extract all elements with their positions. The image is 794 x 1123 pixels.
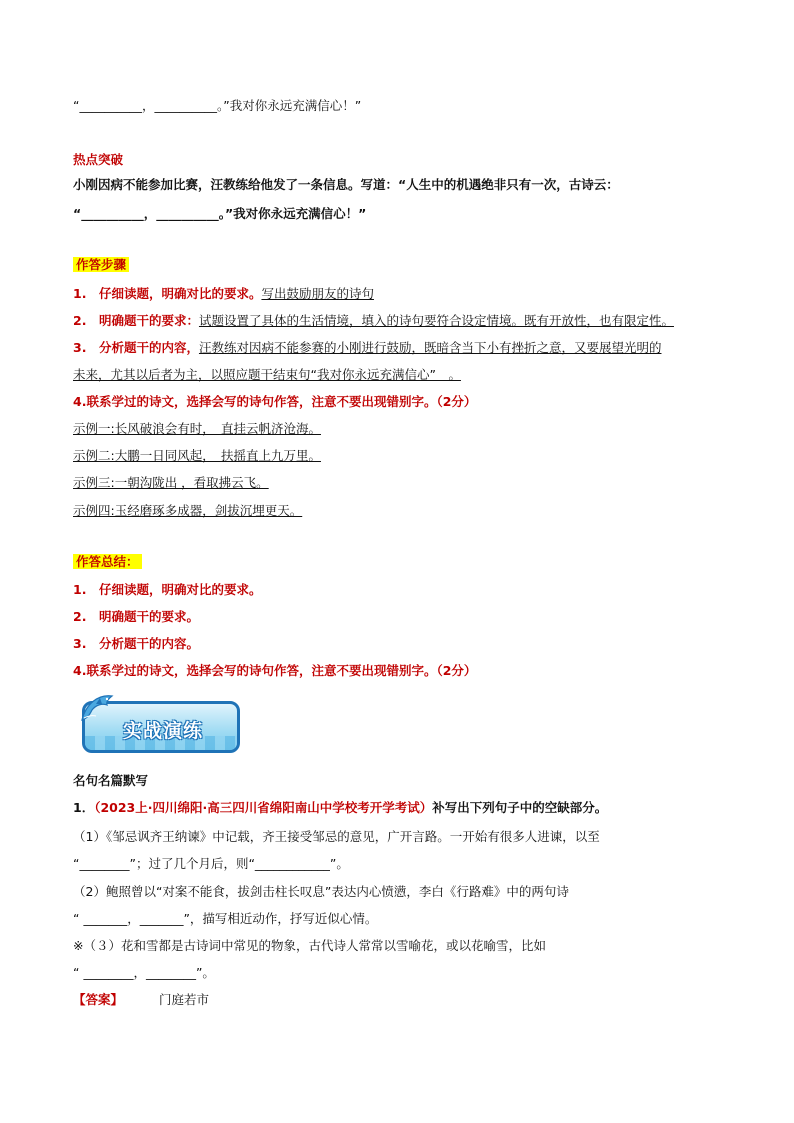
step-2-bold: 2. 明确题干的要求：	[73, 313, 199, 328]
hot-question-line1: 小刚因病不能参加比赛，汪教练给他发了一条信息。写道：“人生中的机遇绝非只有一次，古诗云：	[73, 177, 619, 192]
banner-title: 实战演练	[123, 720, 204, 742]
part-2-line2: “ _______，_______”，描写相近动作，抒写近似心情。	[73, 911, 378, 926]
hot-question-line2: “__________，__________。”我对你永远充满信心！”	[73, 206, 367, 221]
step-1-bold: 1. 仔细读题，明确对比的要求。	[73, 286, 262, 301]
step-4: 4.联系学过的诗文，选择会写的诗句作答，注意不要出现错别字。（2分）	[73, 394, 477, 409]
summary-item-3: 3. 分析题干的内容。	[73, 636, 199, 651]
top-quote: “__________，__________。”我对你永远充满信心！”	[73, 98, 362, 113]
steps-heading-row	[73, 256, 129, 274]
steps-heading: 作答步骤	[73, 257, 129, 272]
part-2-line1: （2）鲍照曾以“对案不能食，拔剑击柱长叹息”表达内心愤懑，李白《行路难》中的两句诗	[73, 884, 569, 899]
example-1: 示例一:长风破浪会有时， 直挂云帆济沧海。	[73, 421, 321, 436]
example-4: 示例四:玉经磨琢多成器，剑拔沉埋更天。	[73, 503, 303, 518]
question-1-header	[73, 799, 607, 817]
summary-heading: 作答总结：	[73, 554, 142, 569]
step-2	[73, 312, 674, 330]
answer-text: 门庭若市	[159, 992, 210, 1007]
step-1	[73, 285, 374, 303]
summary-heading-row	[73, 553, 142, 571]
part-1-line2: “________”；过了几个月后，则“____________”。	[73, 856, 349, 871]
step-3-bold: 3. 分析题干的内容，	[73, 340, 199, 355]
dolphin-icon	[78, 690, 118, 726]
step-3-text2: 未来，尤其以后者为主，以照应题干结束句“我对你永远充满信心” 。	[73, 367, 461, 382]
question-source: （2023上·四川绵阳·高三四川省绵阳南山中学校考开学考试）	[94, 800, 433, 815]
part-3-line2: “ ________，________”。	[73, 965, 215, 980]
answer-label: 【答案】	[73, 992, 124, 1007]
step-3-text1: 汪教练对因病不能参赛的小刚进行鼓励，既暗含当下小有挫折之意，又要展望光明的	[198, 340, 662, 355]
answer-row	[73, 991, 209, 1009]
example-3: 示例三:一朝沟陇出 ，看取拂云飞。	[73, 475, 269, 490]
summary-item-1: 1. 仔细读题，明确对比的要求。	[73, 582, 262, 597]
practice-section-title: 名句名篇默写	[73, 773, 149, 788]
summary-item-2: 2. 明确题干的要求。	[73, 609, 199, 624]
step-2-text: 试题设置了具体的生活情境，填入的诗句要符合设定情境。既有开放性，也有限定性。	[198, 313, 674, 328]
step-3	[73, 339, 661, 357]
example-2: 示例二:大鹏一日同风起， 扶摇直上九万里。	[73, 448, 321, 463]
hot-heading: 热点突破	[73, 152, 124, 167]
question-instruction: 补写出下列句子中的空缺部分。	[432, 800, 608, 815]
question-number: 1．	[73, 800, 95, 815]
part-1-line1: （1）《邹忌讽齐王纳谏》中记载，齐王接受邹忌的意见，广开言路。一开始有很多人进谏，以至	[73, 829, 600, 844]
step-1-text: 写出鼓励朋友的诗句	[261, 286, 374, 301]
summary-item-4: 4.联系学过的诗文，选择会写的诗句作答，注意不要出现错别字。（2分）	[73, 663, 477, 678]
part-3-line1: ※（３）花和雪都是古诗词中常见的物象，古代诗人常常以雪喻花，或以花喻雪，比如	[73, 938, 546, 953]
